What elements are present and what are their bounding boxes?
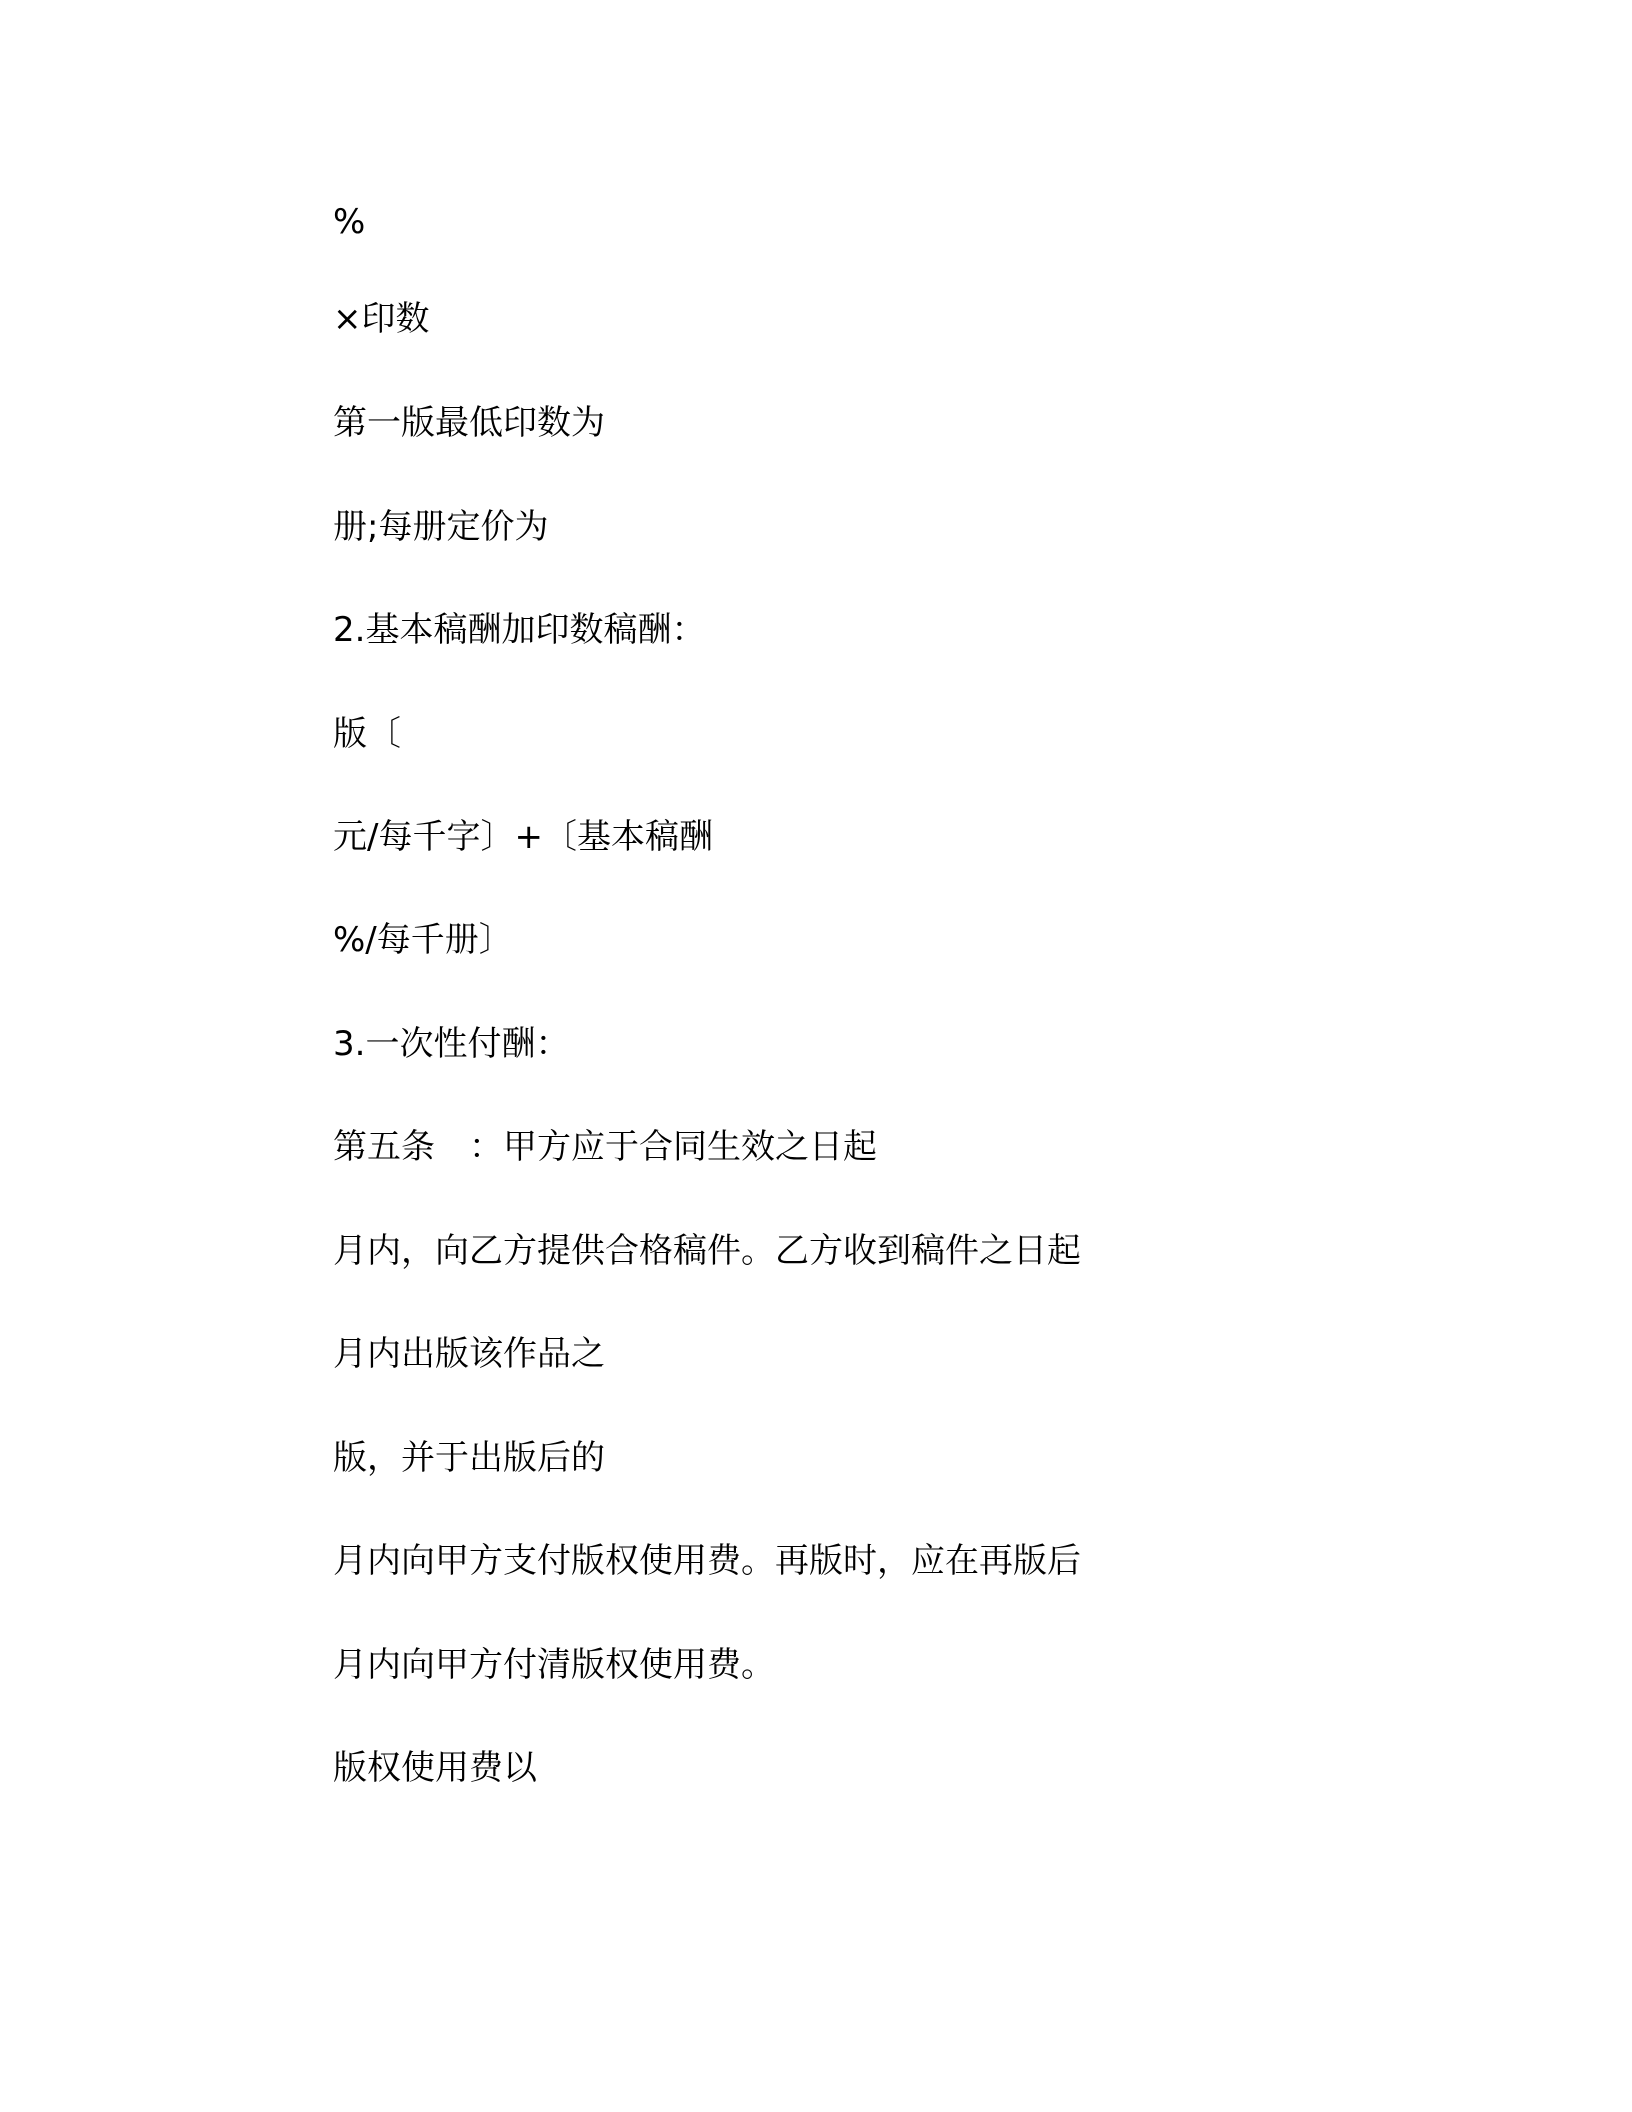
text-line-percent: % (333, 202, 366, 242)
text-line-print-count: ×印数 (333, 299, 430, 339)
text-line-clause-2: 2.基本稿酬加印数稿酬： (333, 610, 706, 650)
text-line-first-edition-min-print: 第一版最低印数为 (333, 403, 605, 443)
text-line-manuscript-delivery: 月内，向乙方提供合格稿件。乙方收到稿件之日起 (333, 1231, 1081, 1271)
text-line-after-publication: 版，并于出版后的 (333, 1438, 605, 1478)
text-line-per-thousand-copies: %/每千册〕 (333, 920, 513, 960)
text-line-article-5: 第五条 ：甲方应于合同生效之日起 (333, 1127, 877, 1167)
text-line-edition-bracket: 版〔 (333, 714, 401, 754)
text-line-publish-within: 月内出版该作品之 (333, 1334, 605, 1374)
text-line-reprint-payment: 月内向甲方付清版权使用费。 (333, 1645, 775, 1685)
text-line-clause-3: 3.一次性付酬： (333, 1024, 570, 1064)
text-line-per-thousand-words: 元/每千字〕+〔基本稿酬 (333, 817, 713, 857)
text-line-royalty-basis: 版权使用费以 (333, 1748, 537, 1788)
text-line-royalty-payment: 月内向甲方支付版权使用费。再版时，应在再版后 (333, 1541, 1081, 1581)
text-line-unit-price: 册;每册定价为 (333, 507, 549, 547)
